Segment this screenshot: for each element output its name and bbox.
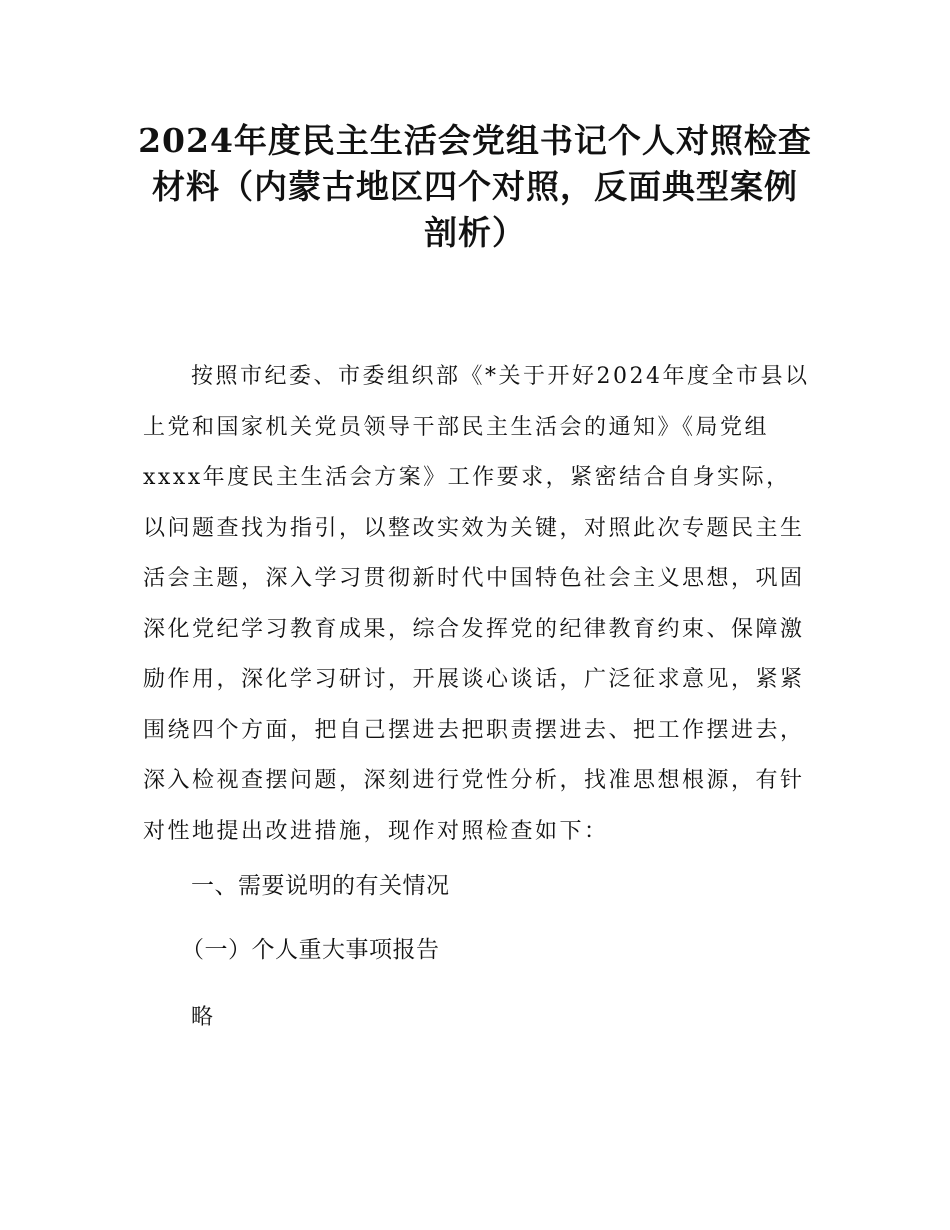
paragraph-line: 对性地提出改进措施，现作对照检查如下：: [143, 818, 609, 844]
paragraph-line: 上党和国家机关党员领导干部民主生活会的通知》《局党组: [143, 414, 770, 440]
paragraph-line: 活会主题，深入学习贯彻新时代中国特色社会主义思想，巩固: [143, 566, 805, 591]
paragraph-line: 围绕四个方面，把自己摆进去把职责摆进去、把工作摆进去，: [143, 717, 805, 743]
subsection-body: 略: [191, 1005, 214, 1030]
title-line: 2024年度民主生活会党组书记个人对照检查: [138, 121, 812, 160]
title-line: 剖析）: [424, 213, 526, 252]
title-line: 材料（内蒙古地区四个对照，反面典型案例: [152, 167, 798, 206]
paragraph-line: 以问题查找为指引，以整改实效为关键，对照此次专题民主生: [143, 515, 805, 541]
paragraph-line: 按照市纪委、市委组织部《*关于开好2024年度全市县以: [191, 364, 810, 389]
paragraph-line: 励作用，深化学习研讨，开展谈心谈话，广泛征求意见，紧紧: [143, 667, 805, 692]
paragraph-line: 深化党纪学习教育成果，综合发挥党的纪律教育约束、保障激: [143, 616, 805, 642]
paragraph-line: xxxx年度民主生活会方案》工作要求，紧密结合自身实际，: [143, 465, 791, 490]
subsection-heading: （一）个人重大事项报告: [181, 937, 440, 963]
section-heading: 一、需要说明的有关情况: [191, 873, 450, 899]
paragraph-line: 深入检视查摆问题，深刻进行党性分析，找准思想根源，有针: [143, 768, 805, 793]
intro-paragraph: [143, 352, 815, 857]
document-title: [130, 118, 820, 256]
